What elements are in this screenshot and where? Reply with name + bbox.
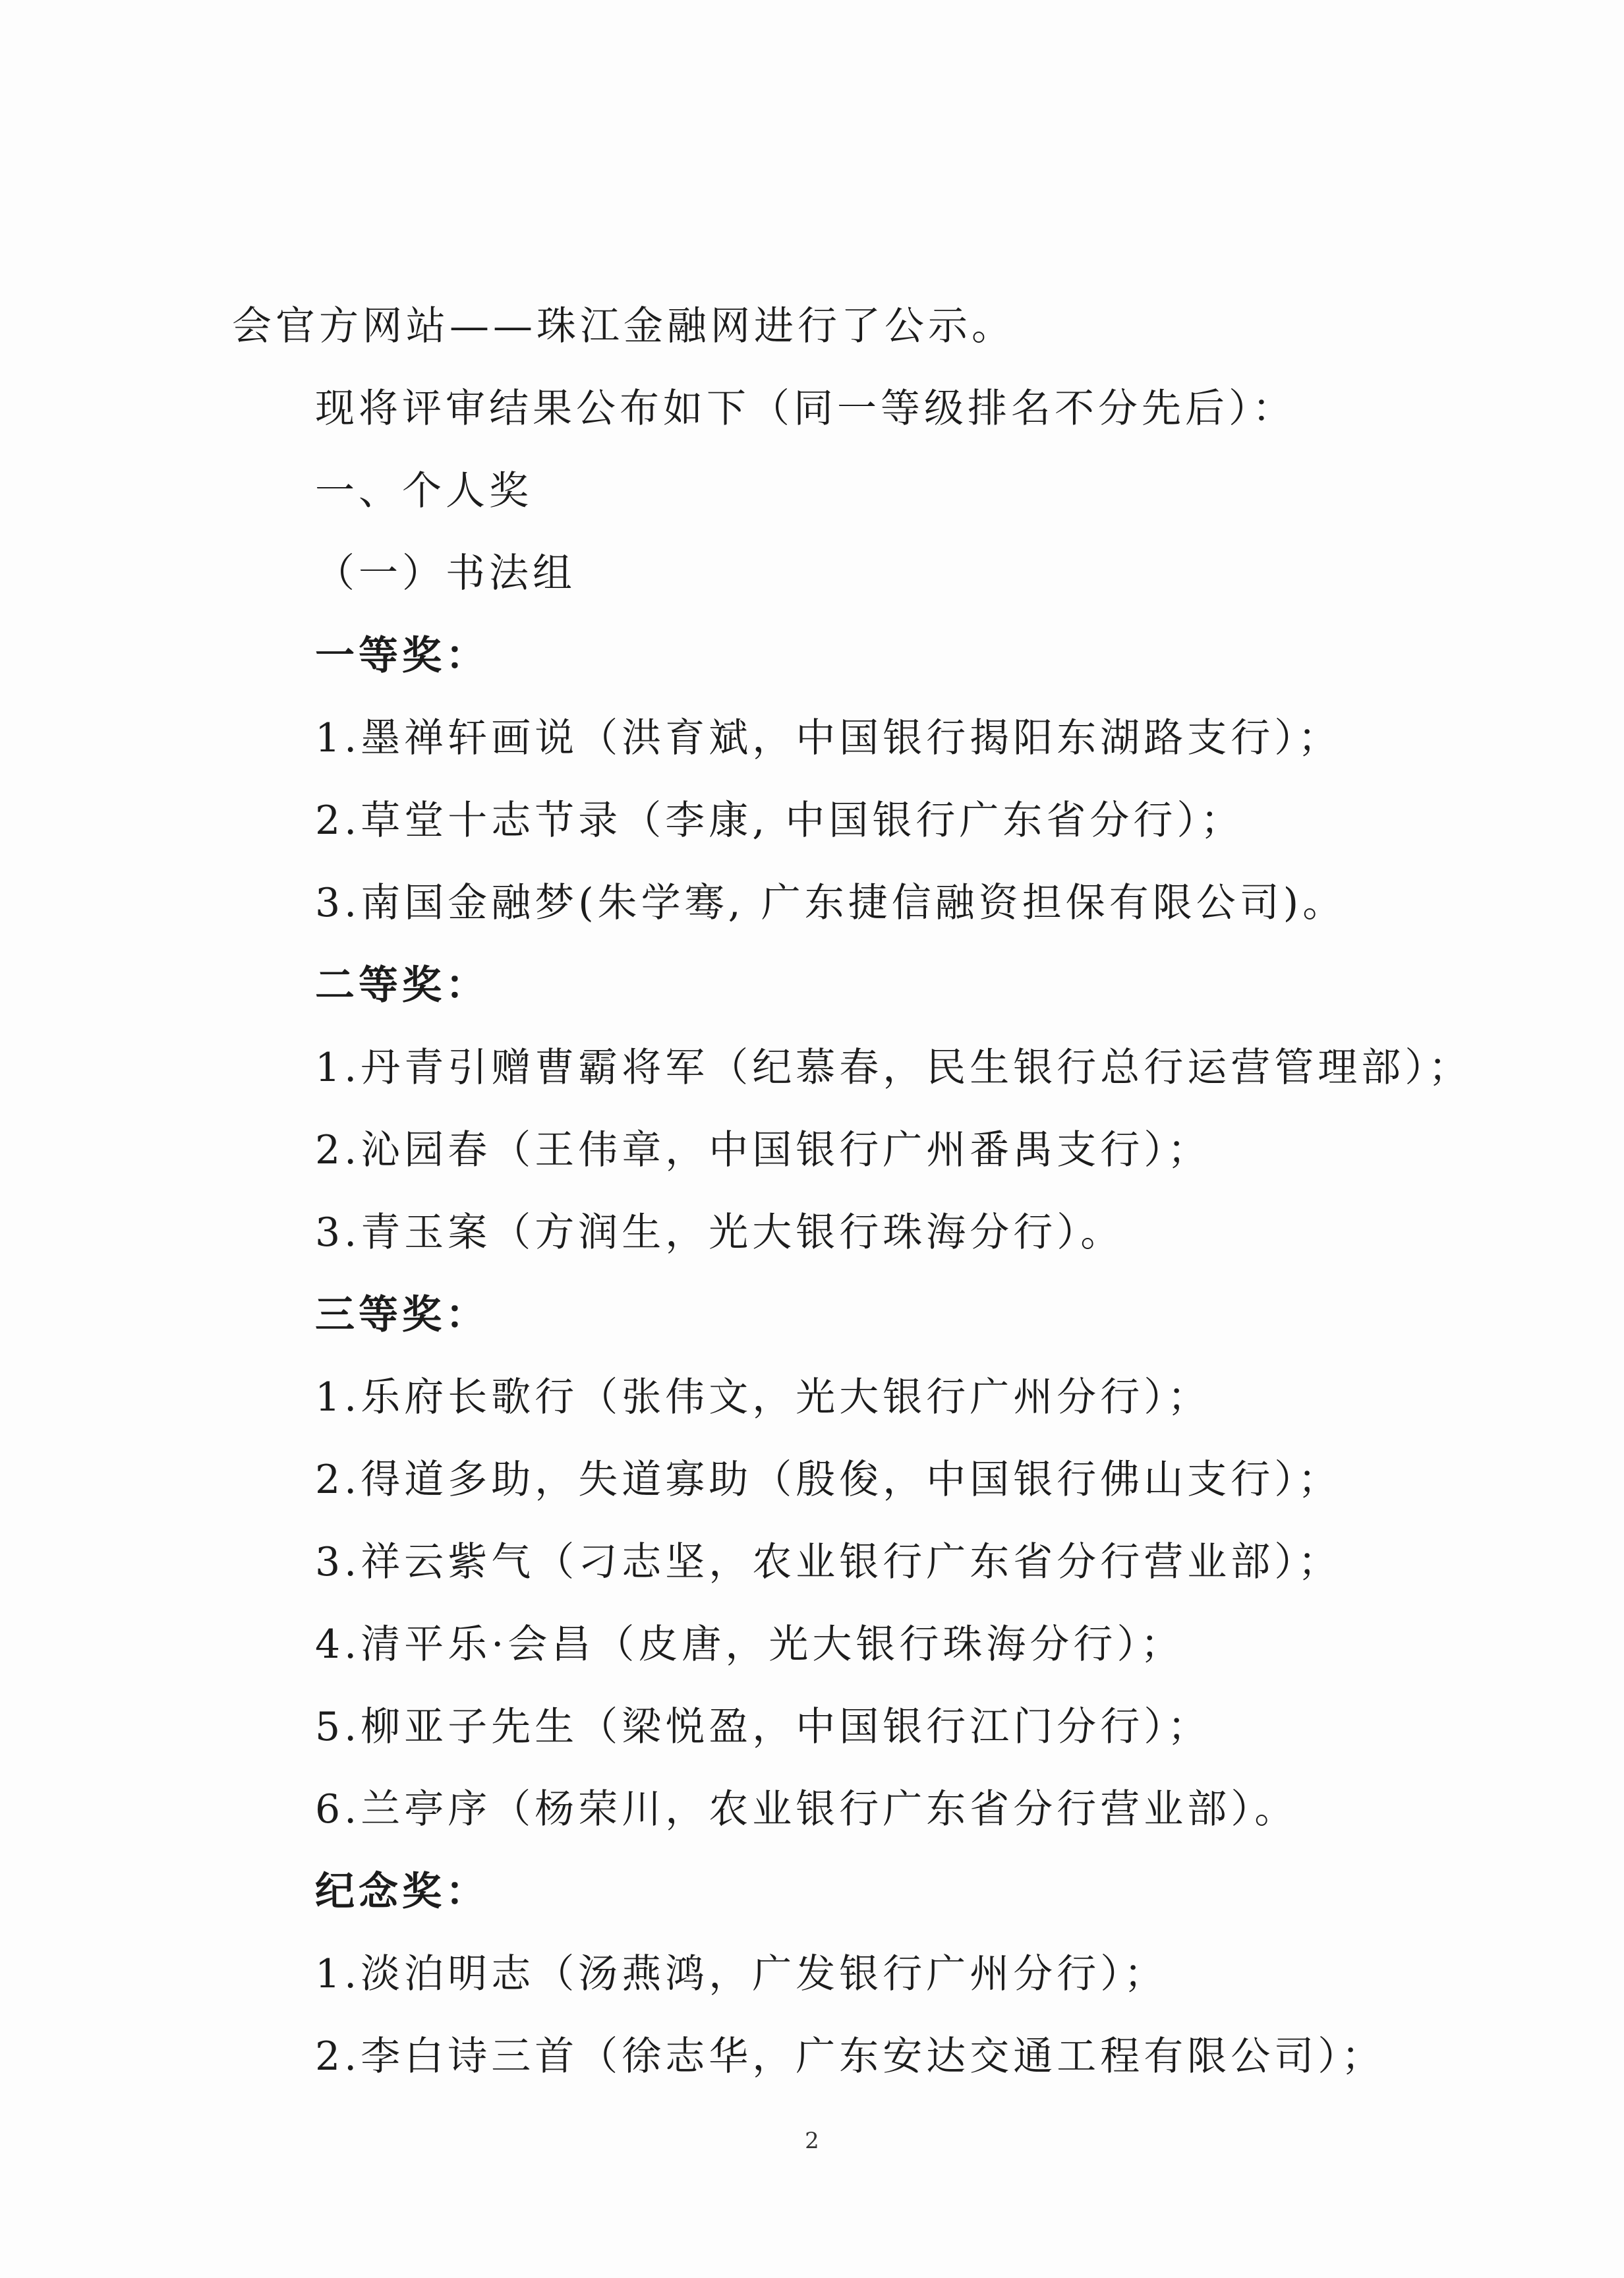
award-entry: 2.沁园春（王伟章，中国银行广州番禺支行）；	[315, 1127, 1211, 1173]
continuation-line: 会官方网站——珠江金融网进行了公示。	[232, 303, 1015, 349]
award-level-heading: 三等奖：	[315, 1292, 489, 1338]
award-entry: 5.柳亚子先生（梁悦盈，中国银行江门分行）；	[315, 1704, 1211, 1750]
award-entry: 2.草堂十志节录（李康, 中国银行广东省分行）；	[315, 798, 1244, 844]
award-entry: 6.兰亭序（杨荣川，农业银行广东省分行营业部）。	[315, 1786, 1298, 1832]
award-entry: 4.清平乐·会昌（皮唐，光大银行珠海分行）；	[315, 1621, 1184, 1668]
award-entry: 1.丹青引赠曹霸将军（纪慕春，民生银行总行运营管理部）；	[315, 1045, 1472, 1091]
award-level-heading: 二等奖：	[315, 962, 489, 1008]
award-level-heading: 一等奖：	[315, 633, 489, 679]
award-entry: 3.南国金融梦(朱学骞, 广东捷信融资担保有限公司)。	[315, 880, 1347, 926]
award-entry: 2.得道多助，失道寡助（殷俊，中国银行佛山支行）；	[315, 1457, 1342, 1503]
intro-paragraph: 现将评审结果公布如下（同一等级排名不分先后）：	[315, 386, 1296, 432]
section-heading: 一、个人奖	[315, 468, 533, 514]
award-entry: 2.李白诗三首（徐志华，广东安达交通工程有限公司）；	[315, 2033, 1385, 2080]
page-number: 2	[805, 2128, 819, 2154]
award-level-heading: 纪念奖：	[315, 1869, 489, 1915]
award-entry: 1.乐府长歌行（张伟文，光大银行广州分行）；	[315, 1374, 1211, 1420]
award-entry: 1.墨禅轩画说（洪育斌，中国银行揭阳东湖路支行）；	[315, 715, 1342, 761]
award-entry: 3.祥云紫气（刁志坚，农业银行广东省分行营业部）；	[315, 1539, 1342, 1585]
award-entry: 3.青玉案（方润生，光大银行珠海分行）。	[315, 1210, 1124, 1256]
subsection-heading: （一）书法组	[315, 550, 576, 597]
award-entry: 1.淡泊明志（汤燕鸿，广发银行广州分行）；	[315, 1951, 1168, 1997]
